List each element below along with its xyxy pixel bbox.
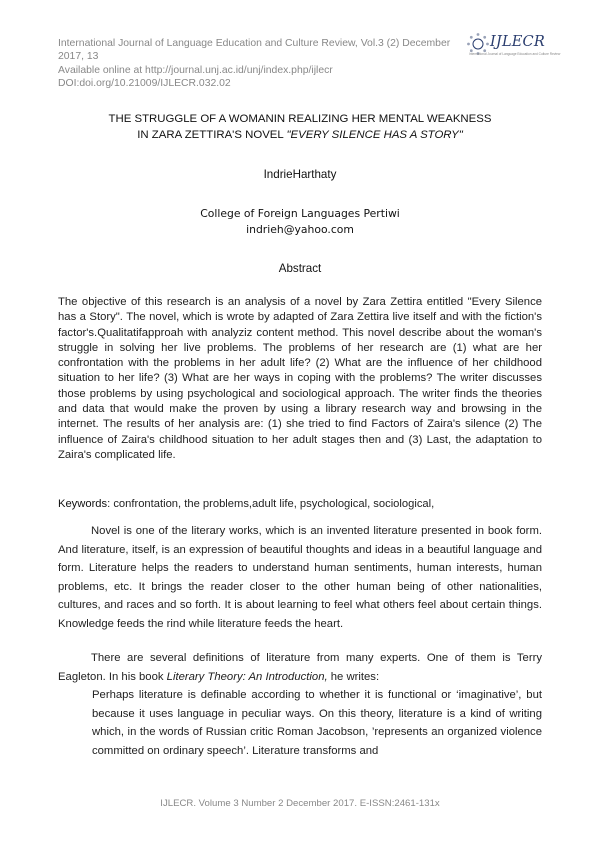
journal-citation: International Journal of Language Education and Culture Review, Vol.3 (2) December 2017, 13 [58, 38, 451, 63]
cited-book-title: Literary Theory: An Introduction, [166, 670, 328, 683]
journal-url: Available online at http://journal.unj.ac.id/unj/index.php/ijlecr [58, 64, 333, 76]
title-line-1: THE STRUGGLE OF A WOMANIN REALIZING HER MENTAL WEAKNESS [108, 113, 492, 125]
journal-logo [466, 32, 566, 62]
author-affiliation [58, 206, 542, 238]
logo-subtitle: International Journal of Language Education and Culture Review [469, 52, 561, 56]
body-paragraph-1: Novel is one of the literary works, which is an invented literature presented in book form. And literature, itself, is an expression of beautiful thoughts and ideas in a beautiful language and form. Literature helps the readers to understand human sentiments, human interests, human problems, etc. It brings the reader closer to the other human being of other nationalities, cultures, and races and so forth. It is about learning to feel what others feel about certain things. Knowledge feeds the rind while literature feeds the heart. [58, 525, 542, 630]
logo-text: IJLECR [490, 34, 545, 50]
author-email: indrieh@yahoo.com [246, 223, 354, 236]
body-paragraph-2: There are several definitions of literature from many experts. One of them is Terry Eagleton. In his book Literary Theory: An Introduction, he writes: [58, 652, 542, 683]
affiliation: College of Foreign Languages Pertiwi [200, 207, 400, 220]
keywords-list: : confrontation, the problems,adult life, psychological, sociological, [107, 498, 435, 510]
journal-header [58, 37, 468, 90]
abstract-heading: Abstract [278, 262, 322, 275]
keywords [58, 498, 542, 510]
page-number: 13 [86, 51, 99, 63]
journal-doi: DOI:doi.org/10.21009/IJLECR.032.02 [58, 77, 231, 89]
paper-title [58, 111, 542, 143]
keywords-label: Keywords [58, 498, 108, 510]
title-line-2: IN ZARA ZETTIRA'S NOVEL "EVERY SILENCE HAS A STORY" [137, 129, 463, 141]
abstract-text: The objective of this research is an analysis of a novel by Zara Zettira entitled "Every Silence has a Story". The novel, which is wrote by adapted of Zara Zettira live itself and with the fiction's factor's.Qualitatifapproah with analyziz content method. This novel describe about the woman's struggle in solving her live problems. The problems of her research are (1) what are her confrontation with the problems in her adult life? (2) What are the influence of her childhood situation to her life? (3) What are her ways in coping with the problems? The writer discusses those problems by using psychological and sociological approach. The writer finds the theories and data that would make the proven by using a library research way and browsing in the internet. The results of her analysis are: (1) she tried to find Factors of Zaira's silence (2) The influence of Zaira's childhood situation to her adult stages then and (3) Last, the adaptation to Zaira's complicated life. [58, 296, 542, 461]
block-quote: Perhaps literature is definable according to whether it is functional or ‘imaginative’, but because it uses language in peculiar ways. On this theory, literature is a kind of writing which, in the words of Russian critic Roman Jacobson, ’represents an organized violence committed on ordinary speech’. Literature transforms and [92, 689, 542, 757]
author-name: IndrieHarthaty [263, 168, 337, 181]
page-footer: IJLECR. Volume 3 Number 2 December 2017. E-ISSN:2461-131x [160, 798, 440, 809]
novel-title: "EVERY SILENCE HAS A STORY" [286, 129, 463, 141]
